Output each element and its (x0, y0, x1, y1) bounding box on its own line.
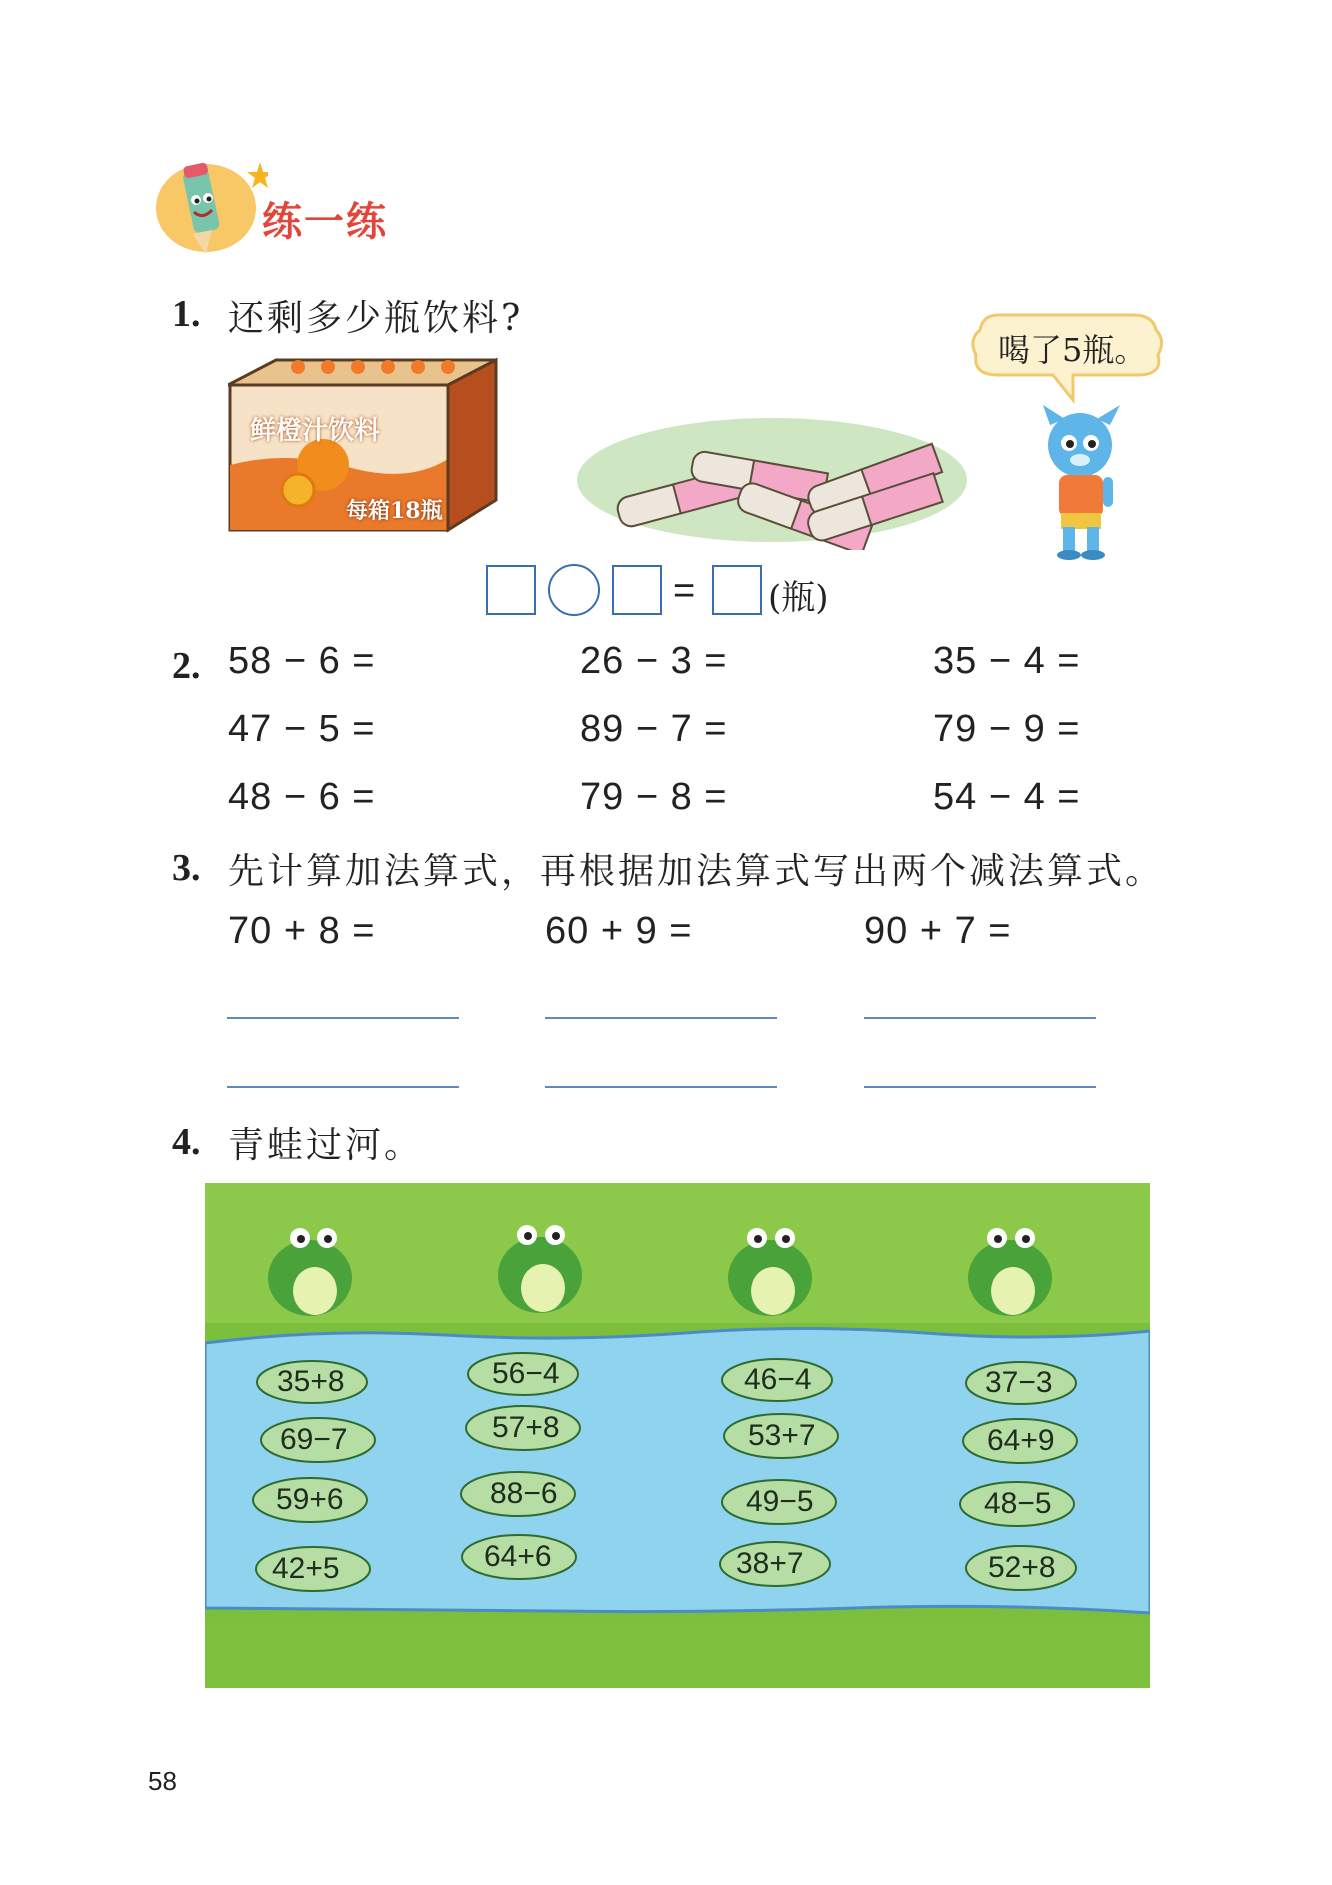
q3-equation-3: 90 + 7 = (864, 910, 1012, 952)
lily-pad-label[interactable]: 69−7 (280, 1423, 348, 1456)
q2-r1-c3: 35 − 4 = (933, 640, 1081, 682)
lily-pad-label[interactable]: 59+6 (276, 1483, 344, 1516)
lily-pad-label[interactable]: 35+8 (277, 1365, 345, 1398)
lily-pad-label[interactable]: 64+6 (484, 1540, 552, 1573)
q2-r3-c3: 54 − 4 = (933, 776, 1081, 818)
answer-box-1[interactable] (486, 565, 536, 615)
pencil-mascot-icon (148, 150, 268, 260)
lily-pad-label[interactable]: 49−5 (746, 1485, 814, 1518)
juice-bottles-illustration (575, 410, 970, 550)
answer-box-2[interactable] (612, 565, 662, 615)
question-2-number: 2. (172, 645, 201, 687)
q3-answer-line[interactable] (864, 1086, 1096, 1088)
lily-pad-label[interactable]: 37−3 (985, 1366, 1053, 1399)
q3-answer-line[interactable] (227, 1086, 459, 1088)
lily-pad-label[interactable]: 46−4 (744, 1363, 812, 1396)
lily-pad-label[interactable]: 52+8 (988, 1551, 1056, 1584)
speech-text: 喝了5瓶。 (998, 331, 1147, 369)
q3-equation-1: 70 + 8 = (228, 910, 376, 952)
q2-r2-c3: 79 − 9 = (933, 708, 1081, 750)
lily-pad-label[interactable]: 64+9 (987, 1424, 1055, 1457)
q2-r1-c2: 26 − 3 = (580, 640, 728, 682)
question-3-number: 3. (172, 847, 201, 889)
q3-answer-line[interactable] (545, 1017, 777, 1019)
lily-pad-label[interactable]: 57+8 (492, 1411, 560, 1444)
unit-label: (瓶) (768, 578, 829, 618)
question-4-number: 4. (172, 1121, 201, 1163)
juice-box-brand: 鲜橙汁饮料 (250, 416, 381, 446)
q2-r3-c2: 79 − 8 = (580, 776, 728, 818)
answer-box-result[interactable] (712, 565, 762, 615)
operator-circle[interactable] (548, 564, 600, 616)
q2-r2-c2: 89 − 7 = (580, 708, 728, 750)
lily-pad-label[interactable]: 38+7 (736, 1547, 804, 1580)
section-title: 练一练 (262, 199, 388, 245)
q3-answer-line[interactable] (864, 1017, 1096, 1019)
question-3-text: 先计算加法算式，再根据加法算式写出两个减法算式。 (228, 851, 1165, 892)
blue-cat-illustration (1025, 405, 1140, 560)
lily-pad-label[interactable]: 42+5 (272, 1552, 340, 1585)
question-1-number: 1. (172, 293, 201, 335)
q3-equation-2: 60 + 9 = (545, 910, 693, 952)
q2-r2-c1: 47 − 5 = (228, 708, 376, 750)
q2-r1-c1: 58 − 6 = (228, 640, 376, 682)
question-1-text: 还剩多少瓶饮料? (228, 298, 524, 339)
equals-sign: = (673, 570, 697, 612)
q3-answer-line[interactable] (227, 1017, 459, 1019)
lily-pad-label[interactable]: 53+7 (748, 1419, 816, 1452)
juice-box-count: 每箱18瓶 (346, 498, 443, 524)
q2-r3-c1: 48 − 6 = (228, 776, 376, 818)
lily-pad-label[interactable]: 56−4 (492, 1357, 560, 1390)
page-number: 58 (148, 1766, 177, 1796)
q3-answer-line[interactable] (545, 1086, 777, 1088)
lily-pad-label[interactable]: 48−5 (984, 1487, 1052, 1520)
lily-pad-label[interactable]: 88−6 (490, 1477, 558, 1510)
question-4-text: 青蛙过河。 (228, 1125, 424, 1166)
